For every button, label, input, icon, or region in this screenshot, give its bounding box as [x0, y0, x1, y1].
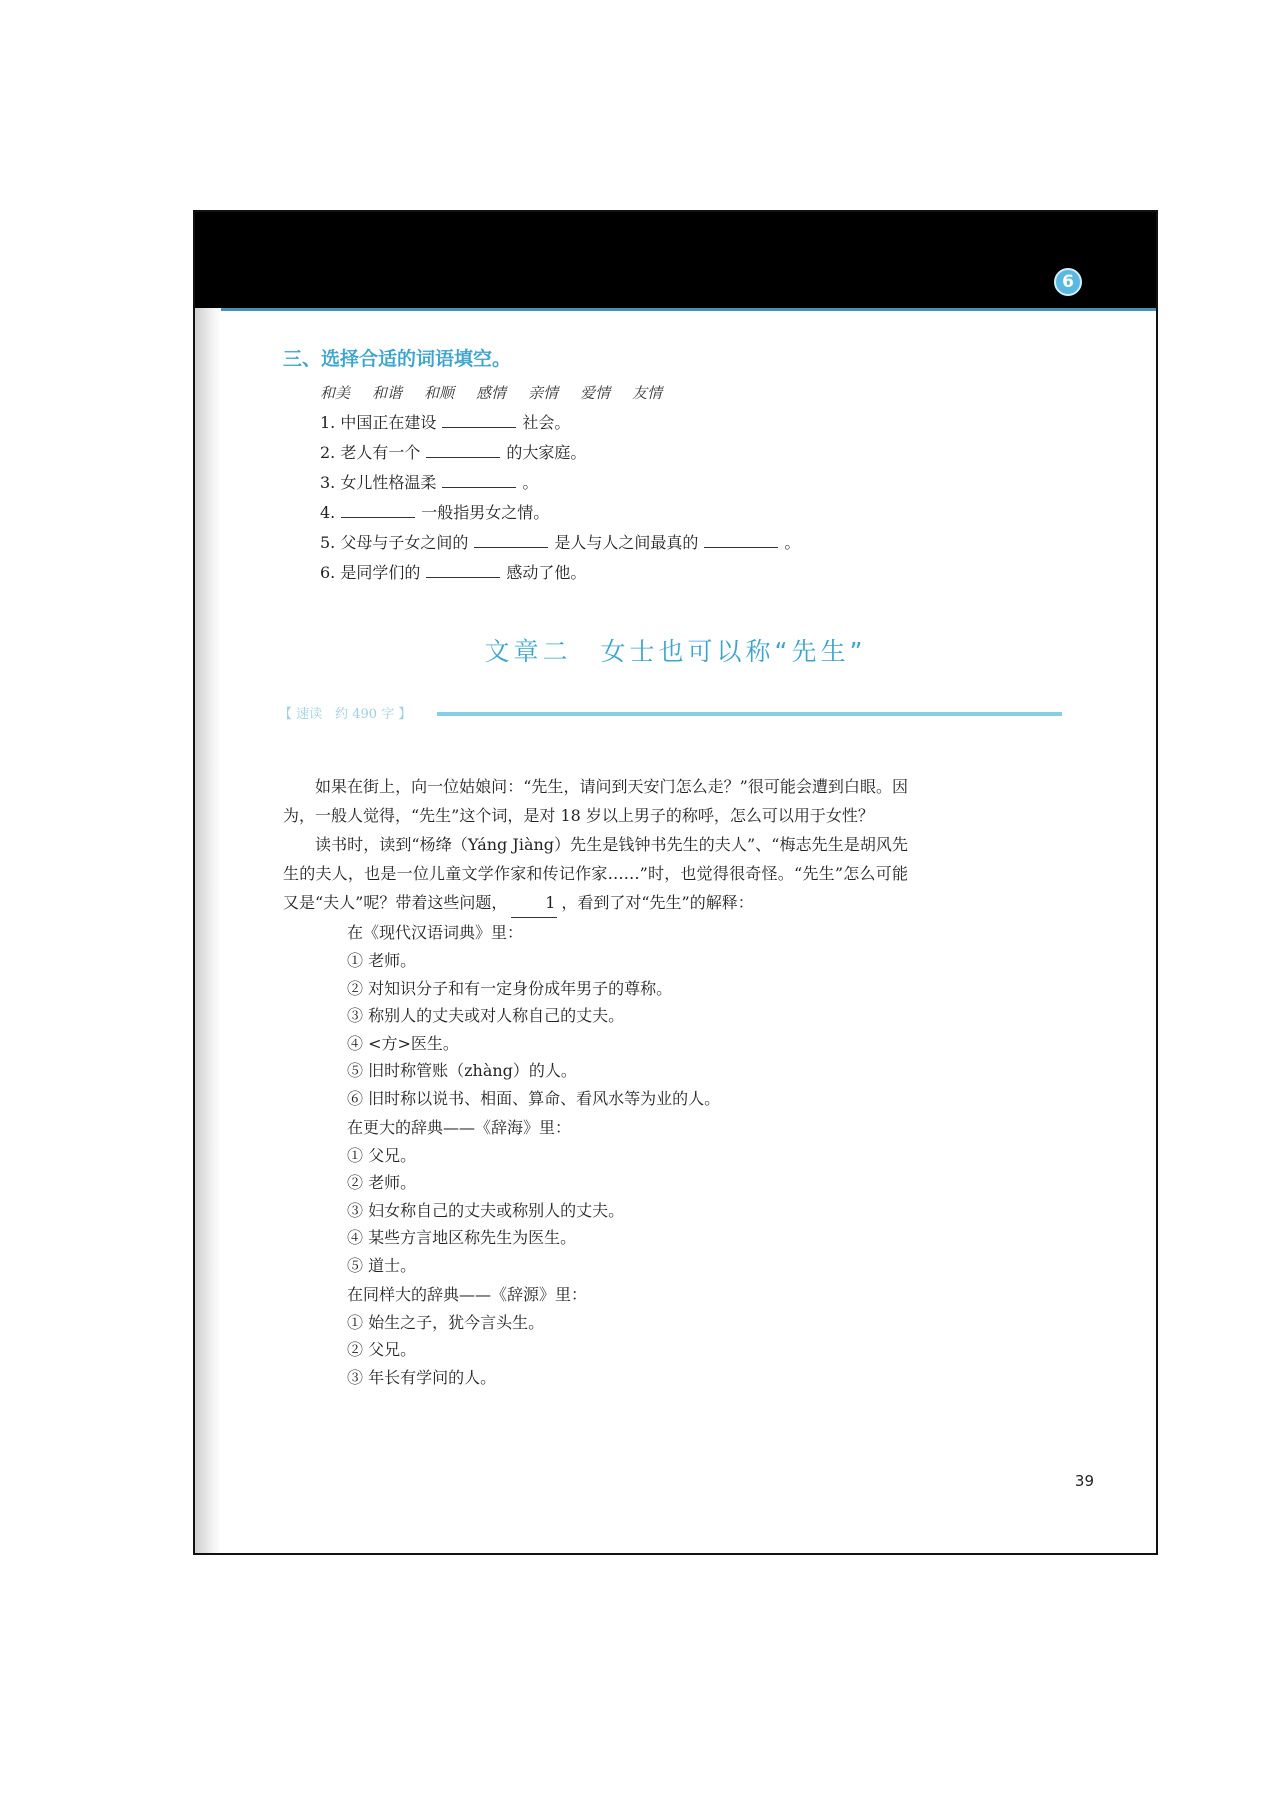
dictionary-intro: 在同样大的辞典——《辞源》里：: [347, 1284, 588, 1304]
word-bank-item: 感情: [476, 384, 507, 402]
exercise-item: [320, 438, 800, 468]
exercise-item-text: 。: [522, 473, 539, 492]
exercise-item-text: 4.: [320, 503, 336, 522]
exercise-item-text: 6. 是同学们的: [320, 563, 421, 582]
word-bank-item: 和谐: [372, 384, 403, 402]
exercise-item-text: 1. 中国正在建设: [320, 413, 437, 432]
fill-in-blank: [442, 413, 516, 428]
exercise-item-text: 5. 父母与子女之间的: [320, 533, 469, 552]
word-bank-item: 和顺: [424, 384, 455, 402]
fill-in-blank: [426, 563, 500, 578]
exercise-item-text: 的大家庭。: [506, 443, 587, 462]
exercise-item-text: 。: [784, 533, 801, 552]
definition-list: [283, 1142, 908, 1280]
definition-item: ② 对知识分子和有一定身份成年男子的尊称。: [347, 978, 673, 998]
definition-item: ③ 妇女称自己的丈夫或称别人的丈夫。: [347, 1200, 625, 1220]
definition-item: ① 老师。: [347, 951, 417, 970]
definition-item: ② 老师。: [347, 1173, 417, 1193]
word-bank: [320, 382, 662, 403]
word-bank-item: 亲情: [528, 384, 559, 402]
word-bank-item: 和美: [320, 384, 351, 402]
article-paragraph: [283, 830, 908, 918]
article-title: 文章二 女士也可以称“先生”: [484, 637, 867, 666]
definition-item: ④ <方>医生。: [347, 1033, 459, 1053]
definition-item: ⑤ 旧时称管账（zhàng）的人。: [347, 1061, 577, 1081]
exercise-item: [320, 558, 800, 588]
dictionary-intro: 在《现代汉语词典》里：: [347, 923, 524, 942]
exercise-item: [320, 498, 800, 528]
page-number: 39: [1074, 1472, 1094, 1490]
word-bank-item: 友情: [632, 384, 663, 402]
reading-time-label: 【 速读 约 490 字 】: [279, 707, 412, 722]
definition-item: ② 父兄。: [347, 1340, 417, 1360]
definition-item: ⑥ 旧时称以说书、相面、算命、看风水等为业的人。: [347, 1088, 721, 1108]
exercise-item-text: 一般指男女之情。: [421, 503, 550, 522]
paragraph-text: ，看到了对“先生”的解释：: [561, 893, 754, 912]
exercise-item-text: 是人与人之间最真的: [554, 533, 699, 552]
textbook-page: [193, 210, 1158, 1555]
fill-in-blank: [426, 443, 500, 458]
exercise-item: [320, 408, 800, 438]
definition-item: ③ 年长有学问的人。: [347, 1367, 497, 1387]
definition-item: ① 父兄。: [347, 1145, 417, 1165]
fill-in-blank: [442, 473, 516, 488]
page-header-band: [195, 212, 1156, 311]
exercise-heading: 三、选择合适的词语填空。: [283, 348, 512, 370]
word-bank-item: 爱情: [580, 384, 611, 402]
definition-item: ③ 称别人的丈夫或对人称自己的丈夫。: [347, 1006, 625, 1026]
fill-in-blank: [341, 503, 415, 518]
numbered-blank: 1: [511, 888, 557, 918]
dictionary-intro: 在更大的辞典——《辞海》里：: [347, 1117, 572, 1137]
exercise-item: [320, 528, 800, 558]
article-paragraph: 如果在街上，向一位姑娘问：“先生，请问到天安门怎么走？”很可能会遭到白眼。因为，一般人觉得，“先生”这个词，是对 18 岁以上男子的称呼，怎么可以用于女性？: [283, 777, 908, 825]
exercise-item-text: 感动了他。: [506, 563, 587, 582]
page-spine-shadow: [195, 308, 221, 1553]
definition-item: ④ 某些方言地区称先生为医生。: [347, 1228, 577, 1248]
exercise-list: [320, 408, 800, 588]
exercise-item-text: 3. 女儿性格温柔: [320, 473, 437, 492]
definition-list: [283, 947, 908, 1113]
title-divider: [437, 712, 1062, 716]
definition-list: [283, 1309, 908, 1392]
definition-item: ⑤ 道士。: [347, 1255, 417, 1275]
exercise-item-text: 社会。: [522, 413, 571, 432]
exercise-item-text: 2. 老人有一个: [320, 443, 421, 462]
definition-item: ① 始生之子，犹今言头生。: [347, 1312, 545, 1332]
exercise-item: [320, 468, 800, 498]
chapter-number-badge: 6: [1054, 268, 1082, 296]
fill-in-blank: [704, 533, 778, 548]
article-body: [283, 772, 908, 1391]
paragraph-text: 读书时，读到“杨绛（Yáng Jiàng）先生是钱钟书先生的夫人”、“梅志先生是胡风先生的夫人，也是一位儿童文学作家和传记作家……”时，也觉得很奇怪。“先生”怎么可能又是“夫人”呢？带着这些问题，: [283, 835, 908, 912]
fill-in-blank: [474, 533, 548, 548]
